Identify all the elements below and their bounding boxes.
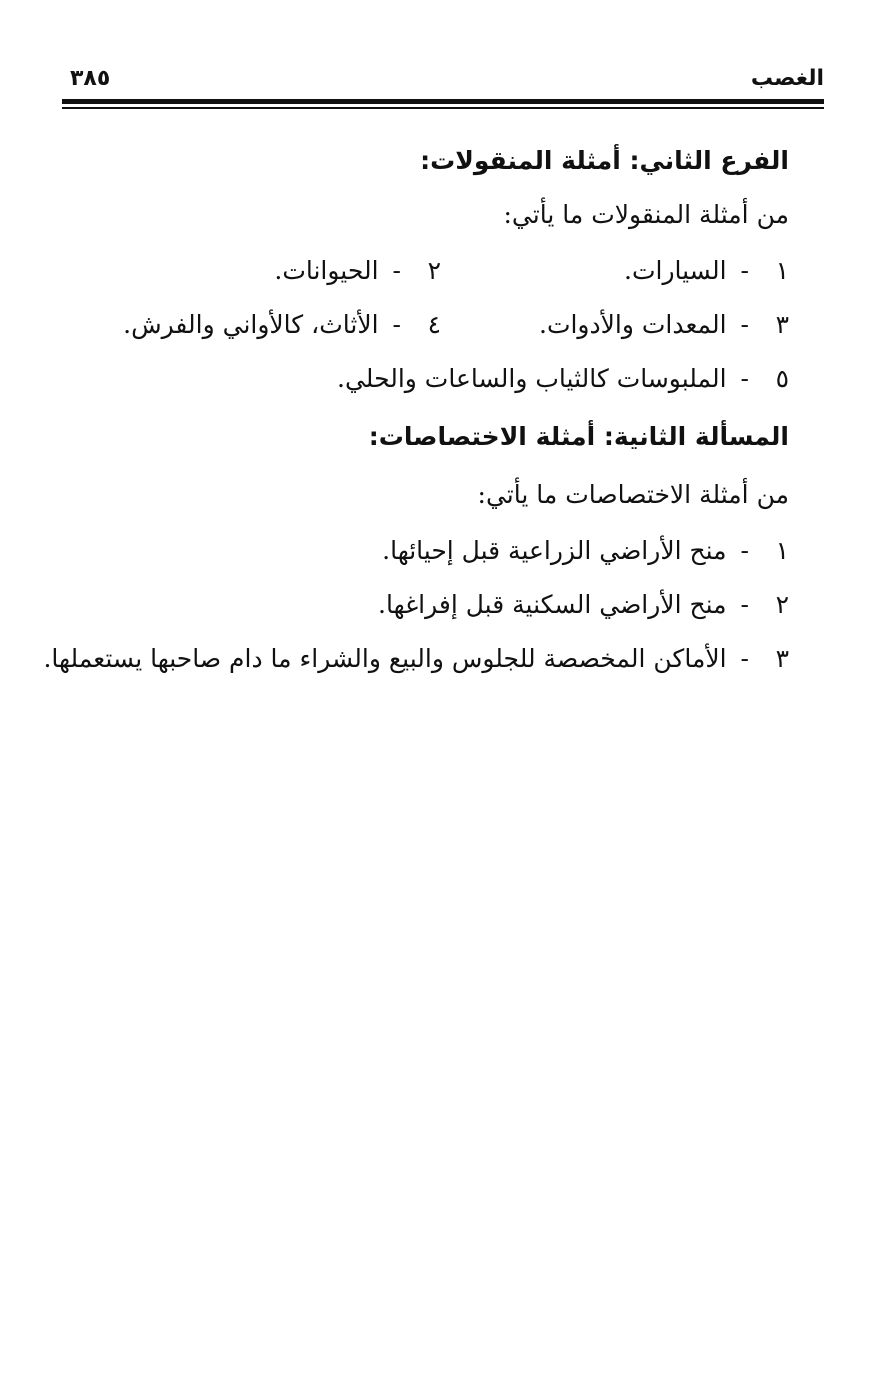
item-text: منح الأراضي السكنية قبل إفراغها. [378, 590, 727, 619]
list-item: ٢-الحيوانات. [274, 256, 441, 285]
list-item: ٢-منح الأراضي السكنية قبل إفراغها. [378, 590, 789, 619]
section-heading-specializations: المسألة الثانية: أمثلة الاختصاصات: [368, 422, 789, 451]
list-item: ٣-الأماكن المخصصة للجلوس والبيع والشراء ما دام صاحبها يستعملها. [43, 644, 789, 673]
intro-movables: من أمثلة المنقولات ما يأتي: [503, 200, 789, 229]
item-text: الأماكن المخصصة للجلوس والبيع والشراء ما دام صاحبها يستعملها. [43, 644, 727, 673]
item-text: الحيوانات. [274, 256, 379, 285]
running-header [62, 66, 824, 100]
header-rule-thick [62, 99, 824, 104]
item-number: ٤ [427, 310, 441, 339]
item-number: ٣ [775, 310, 789, 339]
item-number: ١ [775, 256, 789, 285]
item-number: ٥ [775, 364, 789, 393]
item-number: ٣ [775, 644, 789, 673]
item-text: منح الأراضي الزراعية قبل إحيائها. [382, 536, 727, 565]
item-text: الملبوسات كالثياب والساعات والحلي. [337, 364, 727, 393]
header-rule-thin [62, 107, 824, 109]
item-number: ١ [775, 536, 789, 565]
chapter-title: الغصب [750, 66, 824, 91]
item-text: الأثاث، كالأواني والفرش. [123, 310, 379, 339]
page-number: ٣٨٥ [70, 66, 111, 91]
item-text: المعدات والأدوات. [539, 310, 727, 339]
item-number: ٢ [775, 590, 789, 619]
list-item: ١-السيارات. [624, 256, 789, 285]
list-item: ٥-الملبوسات كالثياب والساعات والحلي. [337, 364, 789, 393]
list-item: ١-منح الأراضي الزراعية قبل إحيائها. [382, 536, 789, 565]
intro-specializations: من أمثلة الاختصاصات ما يأتي: [477, 480, 789, 509]
list-item: ٣-المعدات والأدوات. [539, 310, 789, 339]
list-item: ٤-الأثاث، كالأواني والفرش. [123, 310, 441, 339]
section-heading-movables: الفرع الثاني: أمثلة المنقولات: [420, 146, 789, 175]
item-text: السيارات. [624, 256, 727, 285]
item-number: ٢ [427, 256, 441, 285]
